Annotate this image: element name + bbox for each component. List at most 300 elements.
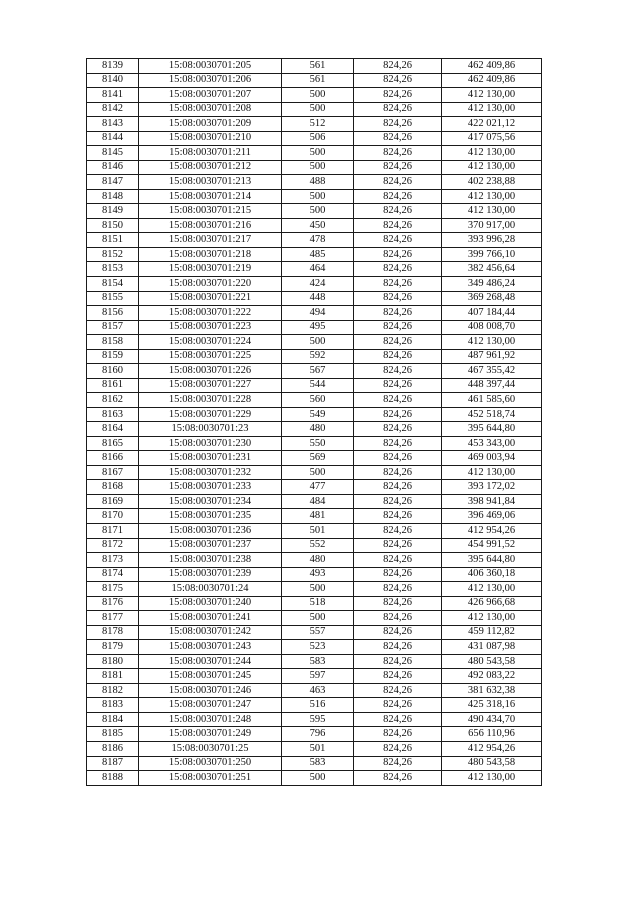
area-cell: 561: [282, 59, 354, 74]
cadastral-number-cell: 15:08:0030701:238: [139, 553, 282, 568]
value-cell: 452 518,74: [442, 407, 542, 422]
area-cell: 501: [282, 524, 354, 539]
rate-cell: 824,26: [354, 218, 442, 233]
rate-cell: 824,26: [354, 306, 442, 321]
value-cell: 412 130,00: [442, 465, 542, 480]
row-number-cell: 8155: [87, 291, 139, 306]
row-number-cell: 8156: [87, 306, 139, 321]
row-number-cell: 8149: [87, 204, 139, 219]
area-cell: 488: [282, 175, 354, 190]
cadastral-number-cell: 15:08:0030701:242: [139, 625, 282, 640]
area-cell: 560: [282, 393, 354, 408]
table-row: [87, 73, 542, 88]
area-cell: 500: [282, 465, 354, 480]
rate-cell: 824,26: [354, 262, 442, 277]
cadastral-number-cell: 15:08:0030701:250: [139, 756, 282, 771]
row-number-cell: 8164: [87, 422, 139, 437]
row-number-cell: 8179: [87, 640, 139, 655]
rate-cell: 824,26: [354, 276, 442, 291]
table-row: [87, 582, 542, 597]
area-cell: 480: [282, 422, 354, 437]
table-row: [87, 262, 542, 277]
value-cell: 393 172,02: [442, 480, 542, 495]
rate-cell: 824,26: [354, 582, 442, 597]
cadastral-number-cell: 15:08:0030701:240: [139, 596, 282, 611]
value-cell: 459 112,82: [442, 625, 542, 640]
value-cell: 412 130,00: [442, 335, 542, 350]
cadastral-number-cell: 15:08:0030701:224: [139, 335, 282, 350]
row-number-cell: 8151: [87, 233, 139, 248]
table-row: [87, 712, 542, 727]
rate-cell: 824,26: [354, 378, 442, 393]
value-cell: 393 996,28: [442, 233, 542, 248]
rate-cell: 824,26: [354, 175, 442, 190]
area-cell: 557: [282, 625, 354, 640]
cadastral-number-cell: 15:08:0030701:219: [139, 262, 282, 277]
value-cell: 370 917,00: [442, 218, 542, 233]
rate-cell: 824,26: [354, 102, 442, 117]
row-number-cell: 8188: [87, 771, 139, 786]
value-cell: 469 003,94: [442, 451, 542, 466]
value-cell: 412 130,00: [442, 160, 542, 175]
row-number-cell: 8166: [87, 451, 139, 466]
value-cell: 412 954,26: [442, 524, 542, 539]
value-cell: 395 644,80: [442, 553, 542, 568]
rate-cell: 824,26: [354, 538, 442, 553]
value-cell: 490 434,70: [442, 712, 542, 727]
table-row: [87, 553, 542, 568]
value-cell: 656 110,96: [442, 727, 542, 742]
value-cell: 349 486,24: [442, 276, 542, 291]
value-cell: 369 268,48: [442, 291, 542, 306]
rate-cell: 824,26: [354, 233, 442, 248]
cadastral-number-cell: 15:08:0030701:218: [139, 247, 282, 262]
cadastral-number-cell: 15:08:0030701:205: [139, 59, 282, 74]
row-number-cell: 8161: [87, 378, 139, 393]
cadastral-number-cell: 15:08:0030701:207: [139, 88, 282, 103]
table-row: [87, 233, 542, 248]
rate-cell: 824,26: [354, 567, 442, 582]
value-cell: 396 469,06: [442, 509, 542, 524]
row-number-cell: 8170: [87, 509, 139, 524]
cadastral-number-cell: 15:08:0030701:236: [139, 524, 282, 539]
row-number-cell: 8145: [87, 146, 139, 161]
area-cell: 595: [282, 712, 354, 727]
value-cell: 426 966,68: [442, 596, 542, 611]
cadastral-number-cell: 15:08:0030701:227: [139, 378, 282, 393]
value-cell: 453 343,00: [442, 436, 542, 451]
value-cell: 467 355,42: [442, 364, 542, 379]
area-cell: 500: [282, 189, 354, 204]
row-number-cell: 8150: [87, 218, 139, 233]
table-row: [87, 349, 542, 364]
table-row: [87, 335, 542, 350]
row-number-cell: 8183: [87, 698, 139, 713]
table-row: [87, 465, 542, 480]
row-number-cell: 8152: [87, 247, 139, 262]
cadastral-number-cell: 15:08:0030701:239: [139, 567, 282, 582]
area-cell: 567: [282, 364, 354, 379]
value-cell: 462 409,86: [442, 59, 542, 74]
row-number-cell: 8162: [87, 393, 139, 408]
row-number-cell: 8160: [87, 364, 139, 379]
row-number-cell: 8148: [87, 189, 139, 204]
table-row: [87, 131, 542, 146]
area-cell: 485: [282, 247, 354, 262]
area-cell: 523: [282, 640, 354, 655]
value-cell: 408 008,70: [442, 320, 542, 335]
row-number-cell: 8185: [87, 727, 139, 742]
area-cell: 506: [282, 131, 354, 146]
table-row: [87, 741, 542, 756]
row-number-cell: 8171: [87, 524, 139, 539]
value-cell: 417 075,56: [442, 131, 542, 146]
cadastral-number-cell: 15:08:0030701:226: [139, 364, 282, 379]
value-cell: 407 184,44: [442, 306, 542, 321]
table-row: [87, 306, 542, 321]
value-cell: 448 397,44: [442, 378, 542, 393]
table-row: [87, 146, 542, 161]
rate-cell: 824,26: [354, 756, 442, 771]
value-cell: 402 238,88: [442, 175, 542, 190]
area-cell: 477: [282, 480, 354, 495]
rate-cell: 824,26: [354, 349, 442, 364]
row-number-cell: 8173: [87, 553, 139, 568]
area-cell: 481: [282, 509, 354, 524]
area-cell: 500: [282, 611, 354, 626]
value-cell: 480 543,58: [442, 756, 542, 771]
area-cell: 583: [282, 654, 354, 669]
row-number-cell: 8147: [87, 175, 139, 190]
row-number-cell: 8177: [87, 611, 139, 626]
cadastral-number-cell: 15:08:0030701:220: [139, 276, 282, 291]
rate-cell: 824,26: [354, 553, 442, 568]
rate-cell: 824,26: [354, 451, 442, 466]
value-cell: 399 766,10: [442, 247, 542, 262]
area-cell: 495: [282, 320, 354, 335]
cadastral-number-cell: 15:08:0030701:249: [139, 727, 282, 742]
cadastral-number-cell: 15:08:0030701:24: [139, 582, 282, 597]
cadastral-number-cell: 15:08:0030701:244: [139, 654, 282, 669]
cadastral-number-cell: 15:08:0030701:217: [139, 233, 282, 248]
value-cell: 381 632,38: [442, 683, 542, 698]
row-number-cell: 8154: [87, 276, 139, 291]
cadastral-number-cell: 15:08:0030701:214: [139, 189, 282, 204]
value-cell: 406 360,18: [442, 567, 542, 582]
cadastral-number-cell: 15:08:0030701:251: [139, 771, 282, 786]
table-row: [87, 160, 542, 175]
row-number-cell: 8175: [87, 582, 139, 597]
cadastral-number-cell: 15:08:0030701:248: [139, 712, 282, 727]
area-cell: 500: [282, 204, 354, 219]
area-cell: 484: [282, 494, 354, 509]
area-cell: 500: [282, 102, 354, 117]
table-row: [87, 524, 542, 539]
value-cell: 412 130,00: [442, 582, 542, 597]
row-number-cell: 8143: [87, 117, 139, 132]
rate-cell: 824,26: [354, 727, 442, 742]
table-row: [87, 683, 542, 698]
row-number-cell: 8167: [87, 465, 139, 480]
rate-cell: 824,26: [354, 247, 442, 262]
area-cell: 552: [282, 538, 354, 553]
area-cell: 494: [282, 306, 354, 321]
table-row: [87, 117, 542, 132]
area-cell: 549: [282, 407, 354, 422]
table-row: [87, 364, 542, 379]
table-row: [87, 189, 542, 204]
row-number-cell: 8159: [87, 349, 139, 364]
table-row: [87, 567, 542, 582]
value-cell: 454 991,52: [442, 538, 542, 553]
cadastral-number-cell: 15:08:0030701:216: [139, 218, 282, 233]
cadastral-number-cell: 15:08:0030701:206: [139, 73, 282, 88]
value-cell: 412 130,00: [442, 102, 542, 117]
cadastral-number-cell: 15:08:0030701:233: [139, 480, 282, 495]
table-row: [87, 175, 542, 190]
row-number-cell: 8180: [87, 654, 139, 669]
area-cell: 561: [282, 73, 354, 88]
area-cell: 500: [282, 335, 354, 350]
rate-cell: 824,26: [354, 771, 442, 786]
row-number-cell: 8184: [87, 712, 139, 727]
value-cell: 492 083,22: [442, 669, 542, 684]
table-row: [87, 698, 542, 713]
rate-cell: 824,26: [354, 625, 442, 640]
cadastral-number-cell: 15:08:0030701:208: [139, 102, 282, 117]
rate-cell: 824,26: [354, 640, 442, 655]
cadastral-number-cell: 15:08:0030701:231: [139, 451, 282, 466]
value-cell: 412 130,00: [442, 771, 542, 786]
area-cell: 501: [282, 741, 354, 756]
value-cell: 412 130,00: [442, 88, 542, 103]
table-row: [87, 320, 542, 335]
rate-cell: 824,26: [354, 524, 442, 539]
value-cell: 431 087,98: [442, 640, 542, 655]
table-row: [87, 218, 542, 233]
table-row: [87, 640, 542, 655]
area-cell: 516: [282, 698, 354, 713]
cadastral-number-cell: 15:08:0030701:229: [139, 407, 282, 422]
rate-cell: 824,26: [354, 669, 442, 684]
cadastral-number-cell: 15:08:0030701:234: [139, 494, 282, 509]
table-row: [87, 436, 542, 451]
row-number-cell: 8178: [87, 625, 139, 640]
cadastral-number-cell: 15:08:0030701:245: [139, 669, 282, 684]
area-cell: 450: [282, 218, 354, 233]
rate-cell: 824,26: [354, 204, 442, 219]
row-number-cell: 8153: [87, 262, 139, 277]
cadastral-number-cell: 15:08:0030701:228: [139, 393, 282, 408]
row-number-cell: 8157: [87, 320, 139, 335]
rate-cell: 824,26: [354, 611, 442, 626]
cadastral-number-cell: 15:08:0030701:230: [139, 436, 282, 451]
cadastral-number-cell: 15:08:0030701:25: [139, 741, 282, 756]
rate-cell: 824,26: [354, 654, 442, 669]
rate-cell: 824,26: [354, 683, 442, 698]
rate-cell: 824,26: [354, 480, 442, 495]
row-number-cell: 8186: [87, 741, 139, 756]
value-cell: 425 318,16: [442, 698, 542, 713]
row-number-cell: 8168: [87, 480, 139, 495]
table-row: [87, 88, 542, 103]
row-number-cell: 8169: [87, 494, 139, 509]
row-number-cell: 8163: [87, 407, 139, 422]
cadastral-number-cell: 15:08:0030701:210: [139, 131, 282, 146]
table-row: [87, 727, 542, 742]
table-row: [87, 204, 542, 219]
table-row: [87, 480, 542, 495]
cadastral-number-cell: 15:08:0030701:215: [139, 204, 282, 219]
cadastral-table: [86, 58, 542, 786]
rate-cell: 824,26: [354, 117, 442, 132]
table-row: [87, 378, 542, 393]
area-cell: 463: [282, 683, 354, 698]
row-number-cell: 8139: [87, 59, 139, 74]
value-cell: 422 021,12: [442, 117, 542, 132]
table-row: [87, 611, 542, 626]
row-number-cell: 8144: [87, 131, 139, 146]
rate-cell: 824,26: [354, 465, 442, 480]
value-cell: 480 543,58: [442, 654, 542, 669]
table-row: [87, 596, 542, 611]
table-body: [87, 59, 542, 786]
table-row: [87, 393, 542, 408]
cadastral-number-cell: 15:08:0030701:232: [139, 465, 282, 480]
rate-cell: 824,26: [354, 712, 442, 727]
value-cell: 395 644,80: [442, 422, 542, 437]
area-cell: 796: [282, 727, 354, 742]
value-cell: 382 456,64: [442, 262, 542, 277]
row-number-cell: 8187: [87, 756, 139, 771]
value-cell: 461 585,60: [442, 393, 542, 408]
area-cell: 550: [282, 436, 354, 451]
row-number-cell: 8182: [87, 683, 139, 698]
table-row: [87, 509, 542, 524]
area-cell: 500: [282, 582, 354, 597]
rate-cell: 824,26: [354, 509, 442, 524]
cadastral-number-cell: 15:08:0030701:247: [139, 698, 282, 713]
table-row: [87, 654, 542, 669]
rate-cell: 824,26: [354, 320, 442, 335]
value-cell: 412 130,00: [442, 189, 542, 204]
rate-cell: 824,26: [354, 88, 442, 103]
value-cell: 398 941,84: [442, 494, 542, 509]
table-row: [87, 59, 542, 74]
table-row: [87, 625, 542, 640]
rate-cell: 824,26: [354, 494, 442, 509]
area-cell: 424: [282, 276, 354, 291]
cadastral-number-cell: 15:08:0030701:241: [139, 611, 282, 626]
rate-cell: 824,26: [354, 741, 442, 756]
rate-cell: 824,26: [354, 393, 442, 408]
cadastral-number-cell: 15:08:0030701:221: [139, 291, 282, 306]
row-number-cell: 8146: [87, 160, 139, 175]
table-row: [87, 407, 542, 422]
table-row: [87, 247, 542, 262]
area-cell: 500: [282, 771, 354, 786]
row-number-cell: 8172: [87, 538, 139, 553]
cadastral-number-cell: 15:08:0030701:222: [139, 306, 282, 321]
table-row: [87, 276, 542, 291]
value-cell: 412 954,26: [442, 741, 542, 756]
area-cell: 500: [282, 160, 354, 175]
rate-cell: 824,26: [354, 73, 442, 88]
row-number-cell: 8181: [87, 669, 139, 684]
cadastral-number-cell: 15:08:0030701:225: [139, 349, 282, 364]
area-cell: 448: [282, 291, 354, 306]
area-cell: 583: [282, 756, 354, 771]
cadastral-number-cell: 15:08:0030701:23: [139, 422, 282, 437]
cadastral-number-cell: 15:08:0030701:213: [139, 175, 282, 190]
cadastral-number-cell: 15:08:0030701:235: [139, 509, 282, 524]
row-number-cell: 8158: [87, 335, 139, 350]
area-cell: 592: [282, 349, 354, 364]
rate-cell: 824,26: [354, 59, 442, 74]
rate-cell: 824,26: [354, 335, 442, 350]
cadastral-number-cell: 15:08:0030701:211: [139, 146, 282, 161]
row-number-cell: 8141: [87, 88, 139, 103]
table-row: [87, 494, 542, 509]
area-cell: 500: [282, 146, 354, 161]
cadastral-number-cell: 15:08:0030701:209: [139, 117, 282, 132]
value-cell: 412 130,00: [442, 611, 542, 626]
table-row: [87, 669, 542, 684]
row-number-cell: 8165: [87, 436, 139, 451]
area-cell: 464: [282, 262, 354, 277]
table-row: [87, 538, 542, 553]
rate-cell: 824,26: [354, 189, 442, 204]
rate-cell: 824,26: [354, 436, 442, 451]
rate-cell: 824,26: [354, 146, 442, 161]
cadastral-number-cell: 15:08:0030701:212: [139, 160, 282, 175]
area-cell: 500: [282, 88, 354, 103]
table-row: [87, 756, 542, 771]
rate-cell: 824,26: [354, 160, 442, 175]
value-cell: 412 130,00: [442, 204, 542, 219]
row-number-cell: 8176: [87, 596, 139, 611]
row-number-cell: 8140: [87, 73, 139, 88]
value-cell: 462 409,86: [442, 73, 542, 88]
table-row: [87, 102, 542, 117]
cadastral-number-cell: 15:08:0030701:237: [139, 538, 282, 553]
rate-cell: 824,26: [354, 698, 442, 713]
rate-cell: 824,26: [354, 364, 442, 379]
area-cell: 518: [282, 596, 354, 611]
cadastral-number-cell: 15:08:0030701:223: [139, 320, 282, 335]
area-cell: 480: [282, 553, 354, 568]
cadastral-number-cell: 15:08:0030701:243: [139, 640, 282, 655]
table-row: [87, 771, 542, 786]
value-cell: 487 961,92: [442, 349, 542, 364]
value-cell: 412 130,00: [442, 146, 542, 161]
rate-cell: 824,26: [354, 407, 442, 422]
rate-cell: 824,26: [354, 422, 442, 437]
table-row: [87, 451, 542, 466]
area-cell: 493: [282, 567, 354, 582]
rate-cell: 824,26: [354, 131, 442, 146]
area-cell: 597: [282, 669, 354, 684]
rate-cell: 824,26: [354, 291, 442, 306]
area-cell: 512: [282, 117, 354, 132]
table-row: [87, 422, 542, 437]
cadastral-number-cell: 15:08:0030701:246: [139, 683, 282, 698]
area-cell: 478: [282, 233, 354, 248]
row-number-cell: 8174: [87, 567, 139, 582]
row-number-cell: 8142: [87, 102, 139, 117]
area-cell: 569: [282, 451, 354, 466]
area-cell: 544: [282, 378, 354, 393]
